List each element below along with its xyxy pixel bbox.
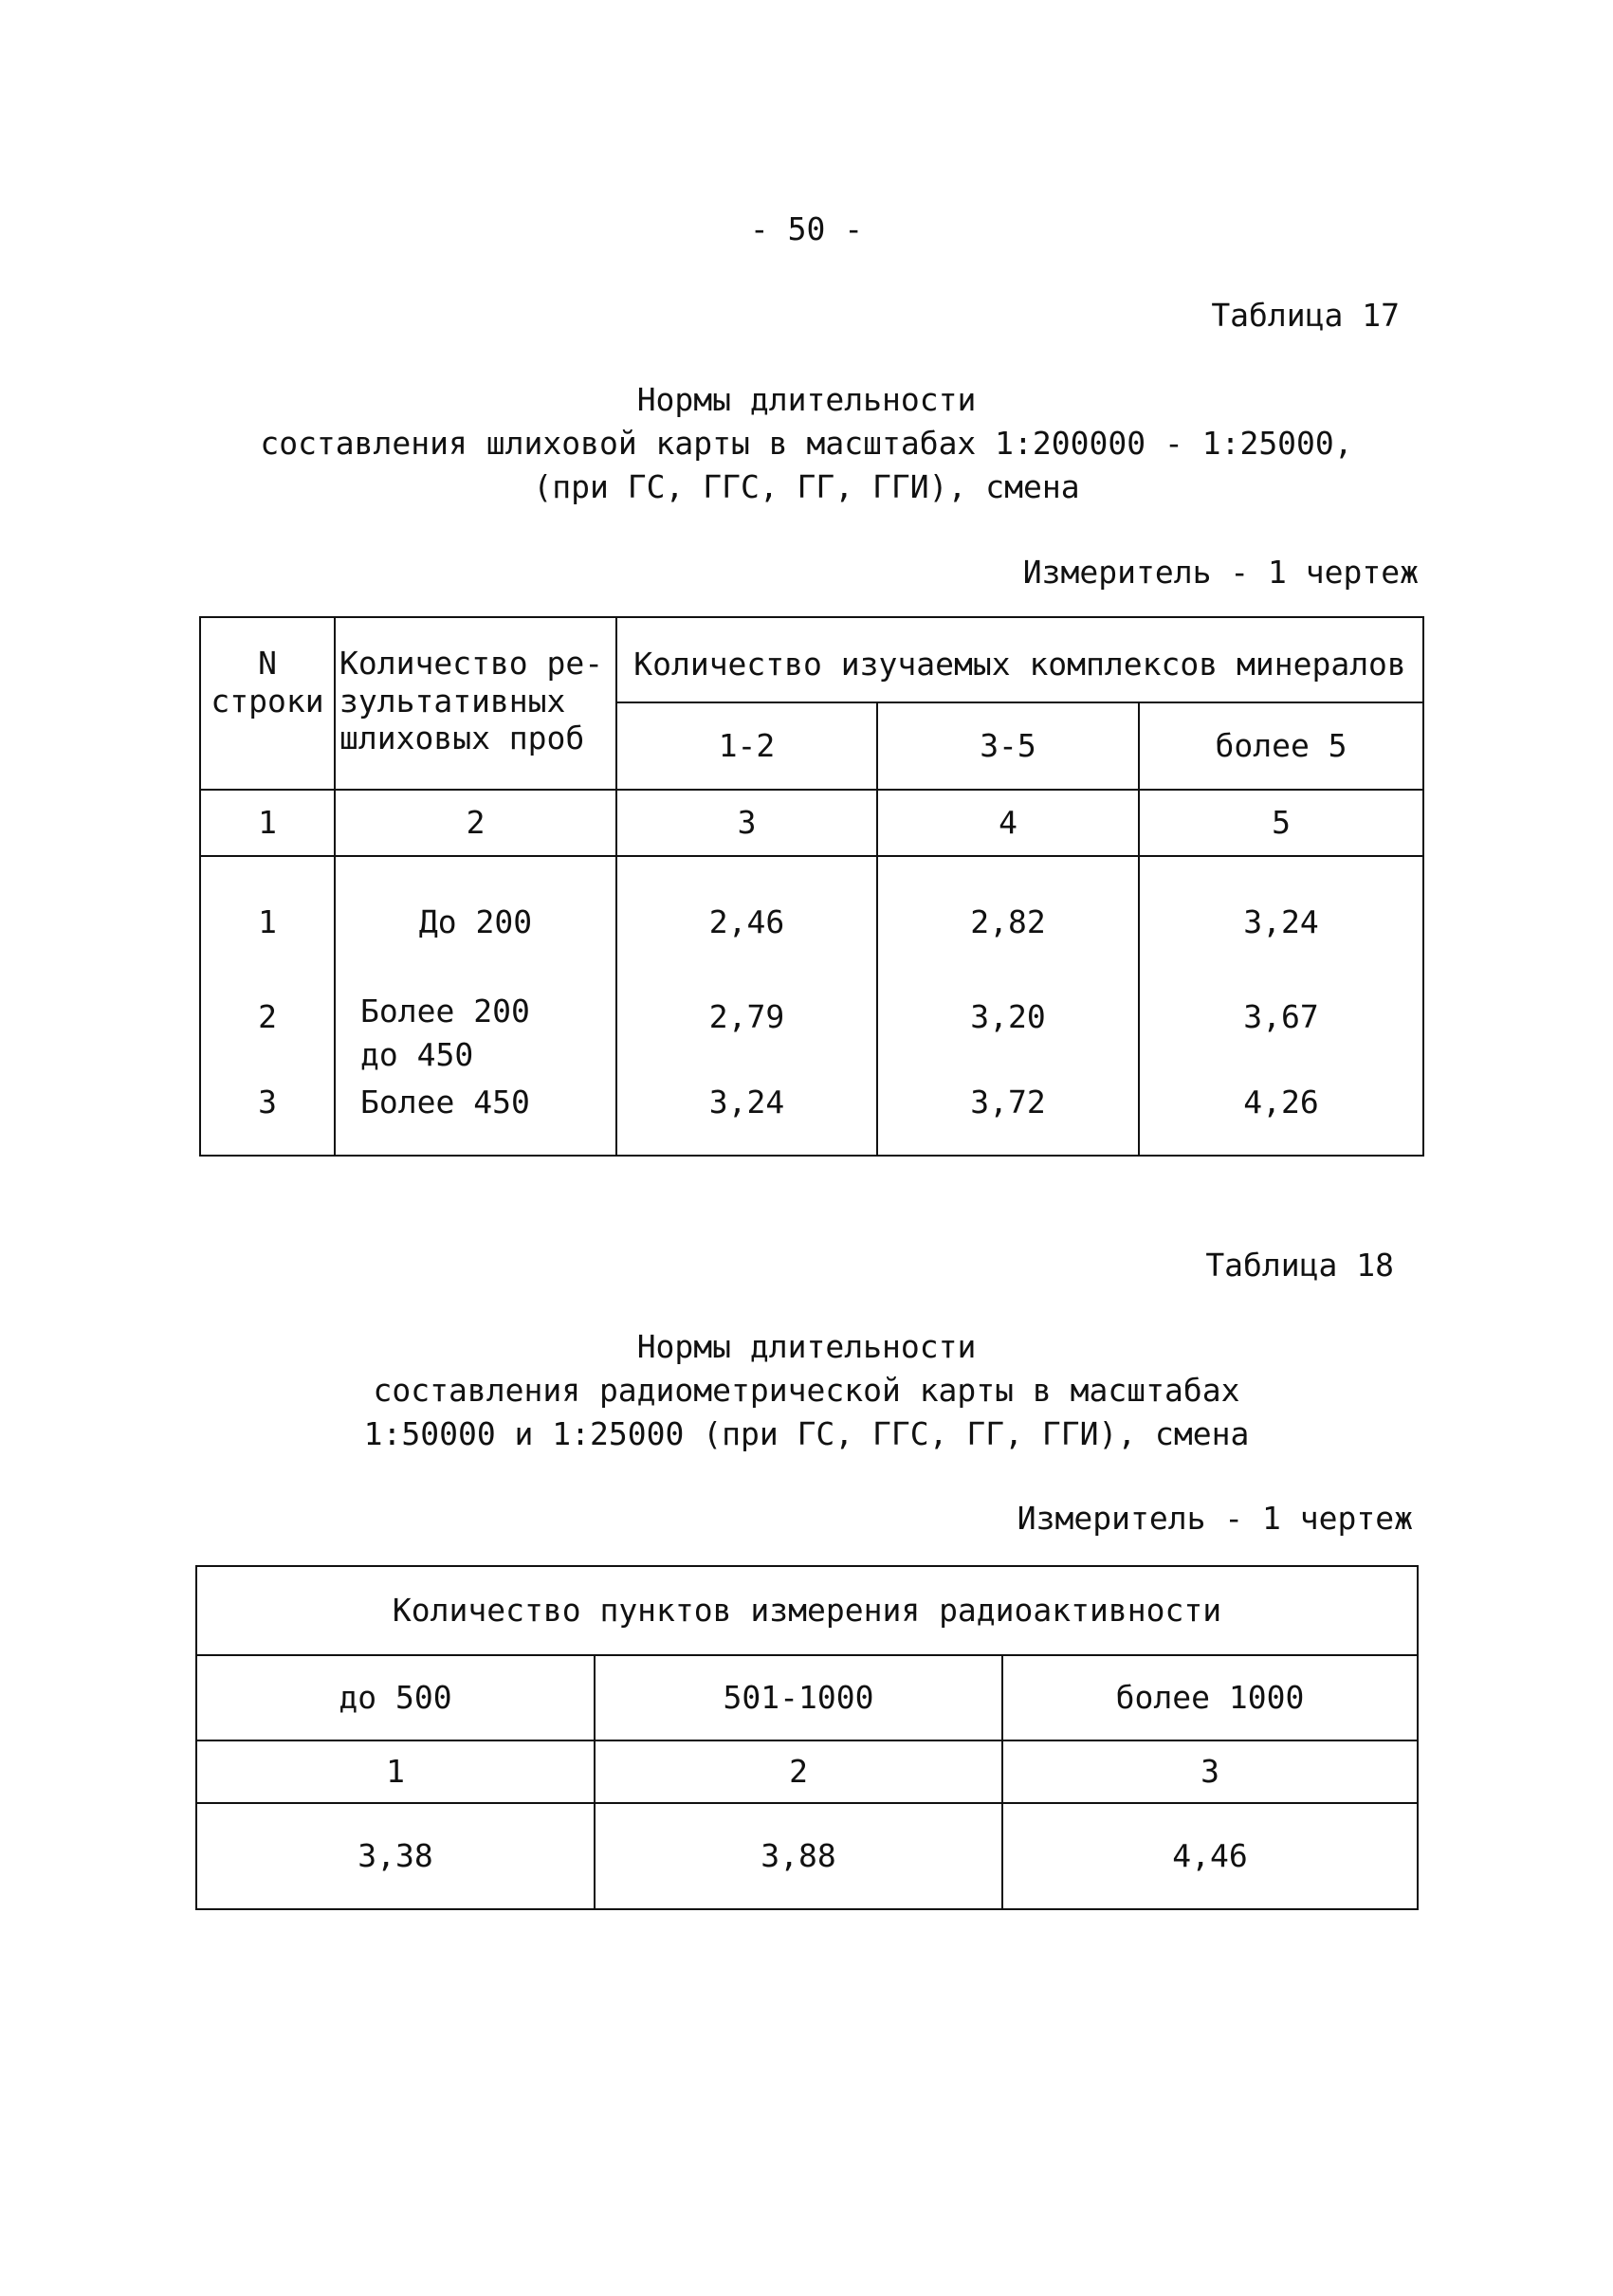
value-cell: 3,88 bbox=[595, 1803, 1002, 1909]
header-sub-2: 501-1000 bbox=[595, 1655, 1002, 1740]
column-number: 3 bbox=[616, 790, 877, 856]
value-cell: 4,26 bbox=[1139, 1042, 1423, 1156]
value-cell: 2,82 bbox=[877, 856, 1139, 955]
sample-count: Более 200 до 450 bbox=[335, 955, 616, 1042]
column-number: 2 bbox=[335, 790, 616, 856]
header-sample-count-line: зультативных bbox=[339, 682, 566, 720]
table-17-title bbox=[0, 381, 1613, 512]
value-cell: 3,67 bbox=[1139, 955, 1423, 1042]
header-sub-1: 1-2 bbox=[616, 702, 877, 790]
table-17-measure-unit: Измеритель - 1 чертеж bbox=[1022, 554, 1419, 591]
header-sub-3: более 1000 bbox=[1002, 1655, 1418, 1740]
row-number: 1 bbox=[200, 856, 335, 955]
value-cell: 3,72 bbox=[877, 1042, 1139, 1156]
sample-count: Более 450 bbox=[335, 1042, 616, 1156]
header-row-number-line: строки bbox=[211, 682, 324, 720]
page-number: - 50 - bbox=[749, 210, 864, 247]
table-row bbox=[200, 955, 1423, 1042]
header-row-number bbox=[200, 617, 335, 790]
header-sub-3: более 5 bbox=[1139, 702, 1423, 790]
value-cell: 3,24 bbox=[1139, 856, 1423, 955]
column-number: 1 bbox=[196, 1740, 595, 1803]
column-number: 3 bbox=[1002, 1740, 1418, 1803]
column-number: 2 bbox=[595, 1740, 1002, 1803]
table-17 bbox=[199, 616, 1424, 1157]
column-number: 5 bbox=[1139, 790, 1423, 856]
table-18-title-line: Нормы длительности bbox=[636, 1328, 977, 1365]
row-number: 2 bbox=[200, 955, 335, 1042]
table-17-title-line: Нормы длительности bbox=[636, 381, 977, 418]
header-measurement-points: Количество пунктов измерения радиоактивности bbox=[196, 1566, 1418, 1655]
table-18-title-line: 1:50000 и 1:25000 (при ГС, ГГС, ГГ, ГГИ), смена bbox=[363, 1415, 1250, 1452]
column-number: 4 bbox=[877, 790, 1139, 856]
sample-count: До 200 bbox=[335, 856, 616, 955]
table-18 bbox=[195, 1565, 1419, 1910]
table-18-title-line: составления радиометрической карты в масштабах bbox=[373, 1372, 1240, 1409]
header-sample-count bbox=[335, 617, 616, 790]
table-row bbox=[196, 1803, 1418, 1909]
table-18-title bbox=[0, 1328, 1613, 1459]
table-row bbox=[200, 856, 1423, 955]
header-sample-count-line: шлиховых проб bbox=[339, 720, 585, 757]
value-cell: 2,79 bbox=[616, 955, 877, 1042]
table-17-title-line: составления шлиховой карты в масштабах 1:200000 - 1:25000, bbox=[260, 425, 1353, 462]
header-sub-2: 3-5 bbox=[877, 702, 1139, 790]
value-cell: 3,24 bbox=[616, 1042, 877, 1156]
column-number: 1 bbox=[200, 790, 335, 856]
header-sub-1: до 500 bbox=[196, 1655, 595, 1740]
table-17-title-line: (при ГС, ГГС, ГГ, ГГИ), смена bbox=[533, 468, 1080, 505]
sample-count-line: Более 200 bbox=[360, 993, 530, 1030]
row-number: 3 bbox=[200, 1042, 335, 1156]
table-18-measure-unit: Измеритель - 1 чертеж bbox=[1017, 1500, 1413, 1537]
header-row-number-line: N bbox=[258, 645, 277, 682]
value-cell: 4,46 bbox=[1002, 1803, 1418, 1909]
table-18-label: Таблица 18 bbox=[1205, 1247, 1394, 1284]
header-sample-count-line: Количество ре- bbox=[339, 645, 604, 682]
table-17-label: Таблица 17 bbox=[1211, 297, 1400, 334]
value-cell: 2,46 bbox=[616, 856, 877, 955]
value-cell: 3,38 bbox=[196, 1803, 595, 1909]
value-cell: 3,20 bbox=[877, 955, 1139, 1042]
header-mineral-complexes: Количество изучаемых комплексов минералов bbox=[616, 617, 1423, 702]
